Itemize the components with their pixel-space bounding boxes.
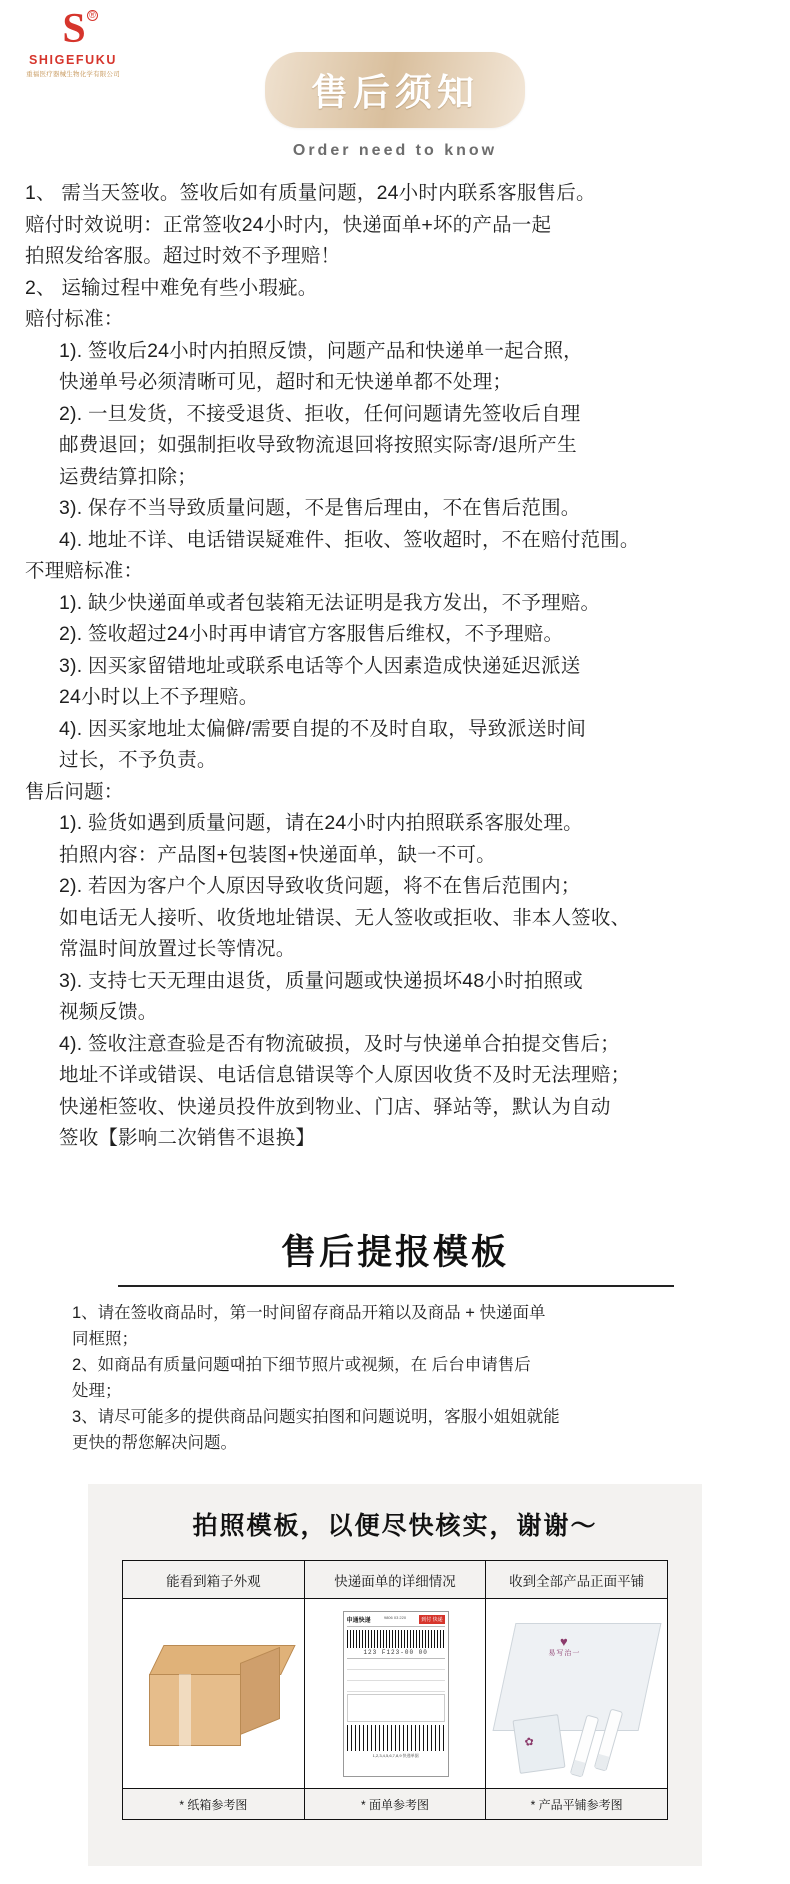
policy-line: 1、 需当天签收。签收后如有质量问题，24小时内联系客服售后。 [25, 182, 596, 204]
brand-name: SHIGEFUKU [28, 53, 117, 67]
policy-line: 4). 地址不详、电话错误疑难件、拒收、签收超时，不在赔付范围。 [59, 528, 640, 551]
policy-line: 2). 一旦发货，不接受退货、拒收，任何问题请先签收后自理 [59, 402, 581, 425]
policy-line: 运费结算扣除； [59, 465, 197, 488]
logo-mark [50, 8, 96, 52]
waybill-illustration [305, 1599, 486, 1789]
waybill-detail-box [347, 1694, 445, 1722]
template-line: 处理； [72, 1382, 122, 1400]
policy-line: 3). 因买家留错地址或联系电话等个人因素造成快递延迟派送 [59, 654, 581, 677]
photo-template-grid [122, 1560, 668, 1820]
policy-line: 1). 缺少快递面单或者包装箱无法证明是我方发出，不予理赔。 [59, 591, 601, 614]
product-sheet-logo [536, 1635, 592, 1658]
photo-template-heading: 拍照模板，以便尽快核实，谢谢～ [192, 1513, 598, 1540]
page-header [0, 52, 790, 160]
policy-line: 1). 验货如遇到质量问题，请在24小时内拍照联系客服处理。 [59, 812, 583, 834]
policy-line: 3). 保存不当导致质量问题，不是售后理由，不在售后范围。 [59, 497, 581, 519]
waybill-label-icon [343, 1611, 449, 1777]
carton-tape [179, 1674, 191, 1746]
policy-text [25, 178, 773, 1155]
column-caption: * 面单参考图 [305, 1789, 486, 1819]
page-title-banner [265, 52, 525, 128]
column-header: 能看到箱子外观 [123, 1561, 304, 1599]
waybill-rows [347, 1658, 445, 1692]
brand-subtitle: 重福医疗器械生物化学有限公司 [26, 71, 120, 78]
template-instructions [72, 1300, 722, 1456]
policy-line: 视频反馈。 [59, 1001, 158, 1023]
policy-line: 2). 签收超过24小时再申请官方客服售后维权，不予理赔。 [59, 623, 564, 645]
registered-trademark-icon: ® [87, 10, 98, 21]
policy-line: 2、 运输过程中难免有些小瑕疵。 [25, 276, 318, 299]
policy-line: 快递柜签收、快递员投件放到物业、门店、驿站等，默认为自动 [59, 1095, 611, 1118]
waybill-footer: 1,2,3,4,5,6,7,8,9 快递单据 [372, 1753, 419, 1758]
waybill-badge: 到付 快递 [421, 1617, 443, 1623]
policy-line: 签收【影响二次销售不退换】 [59, 1127, 316, 1149]
policy-line: 拍照发给客服。超过时效不予理赔！ [25, 245, 341, 267]
page-subtitle: Order need to know [292, 142, 498, 159]
policy-line: 4). 因买家地址太偏僻/需要自提的不及时自取，导致派送时间 [59, 717, 587, 740]
waybill-number: 123 F123-00 00 [363, 1649, 428, 1656]
photo-column-waybill [305, 1561, 487, 1819]
policy-line: 赔付标准： [25, 308, 124, 330]
photo-template-card [88, 1484, 702, 1866]
logo-letter: S [62, 6, 84, 52]
policy-line: 不理赔标准： [25, 560, 144, 582]
column-caption: * 纸箱参考图 [123, 1789, 304, 1819]
template-line: 1、请在签收商品时，第一时间留存商品开箱以及商品 + 快递面单 [72, 1304, 546, 1322]
photo-column-box [123, 1561, 305, 1819]
template-section-title: 售后提报模板 [280, 1233, 509, 1272]
policy-line: 3). 支持七天无理由退货，质量问题或快递损坏48小时拍照或 [59, 969, 583, 992]
product-flatlay-illustration [486, 1599, 667, 1789]
policy-line: 赔付时效说明：正常签收24小时内，快递面单+坏的产品一起 [25, 213, 552, 236]
waybill-brand: 申通快递 [346, 1618, 371, 1624]
policy-line: 24小时以上不予理赔。 [59, 686, 259, 708]
product-sheet-logo-text: 易写治一 [548, 1650, 581, 1657]
policy-line: 地址不详或错误、电话信息错误等个人原因收货不及时无法理赔； [59, 1064, 631, 1086]
policy-line: 快递单号必须清晰可见，超时和无快递单都不处理； [59, 371, 513, 393]
template-line: 更快的帮您解决问题。 [72, 1434, 237, 1452]
policy-line: 2). 若因为客户个人原因导致收货问题，将不在售后范围内； [59, 875, 581, 897]
page-title: 售后须知 [311, 73, 479, 114]
product-pouch-icon [513, 1714, 566, 1774]
pouch-logo-icon: ✿ [524, 1735, 536, 1749]
waybill-code: 9806 03 220 [383, 1615, 407, 1620]
divider [118, 1285, 674, 1287]
template-line: 2、如商品有质量问题때拍下细节照片或视频，在 后台申请售后 [72, 1356, 531, 1374]
column-header: 收到全部产品正面平铺 [486, 1561, 667, 1599]
policy-line: 过长，不予负责。 [59, 749, 217, 771]
policy-line: 常温时间放置过长等情况。 [59, 938, 296, 960]
policy-line: 拍照内容：产品图+包装图+快递面单，缺一不可。 [59, 843, 496, 866]
waybill-barcode-top [347, 1630, 445, 1648]
template-line: 3、请尽可能多的提供商品问题实拍图和问题说明，客服小姐姐就能 [72, 1408, 560, 1426]
column-header: 快递面单的详细情况 [305, 1561, 486, 1599]
carton-box-icon [149, 1645, 281, 1749]
template-line: 同框照； [72, 1330, 138, 1348]
carton-side [240, 1647, 280, 1735]
waybill-barcode-bottom [347, 1725, 445, 1751]
heart-icon: ♥ [559, 1634, 569, 1649]
policy-line: 1). 签收后24小时内拍照反馈，问题产品和快递单一起合照， [59, 339, 583, 362]
carton-illustration [123, 1599, 304, 1789]
policy-line: 如电话无人接听、收货地址错误、无人签收或拒收、非本人签收、 [59, 906, 631, 929]
policy-line: 邮费退回；如强制拒收导致物流退回将按照实际寄/退所产生 [59, 434, 577, 456]
column-caption: * 产品平铺参考图 [486, 1789, 667, 1819]
policy-line: 4). 签收注意查验是否有物流破损，及时与快递单合拍提交售后； [59, 1032, 620, 1055]
photo-column-products [486, 1561, 668, 1819]
policy-line: 售后问题： [25, 780, 124, 803]
carton-front [149, 1674, 241, 1746]
